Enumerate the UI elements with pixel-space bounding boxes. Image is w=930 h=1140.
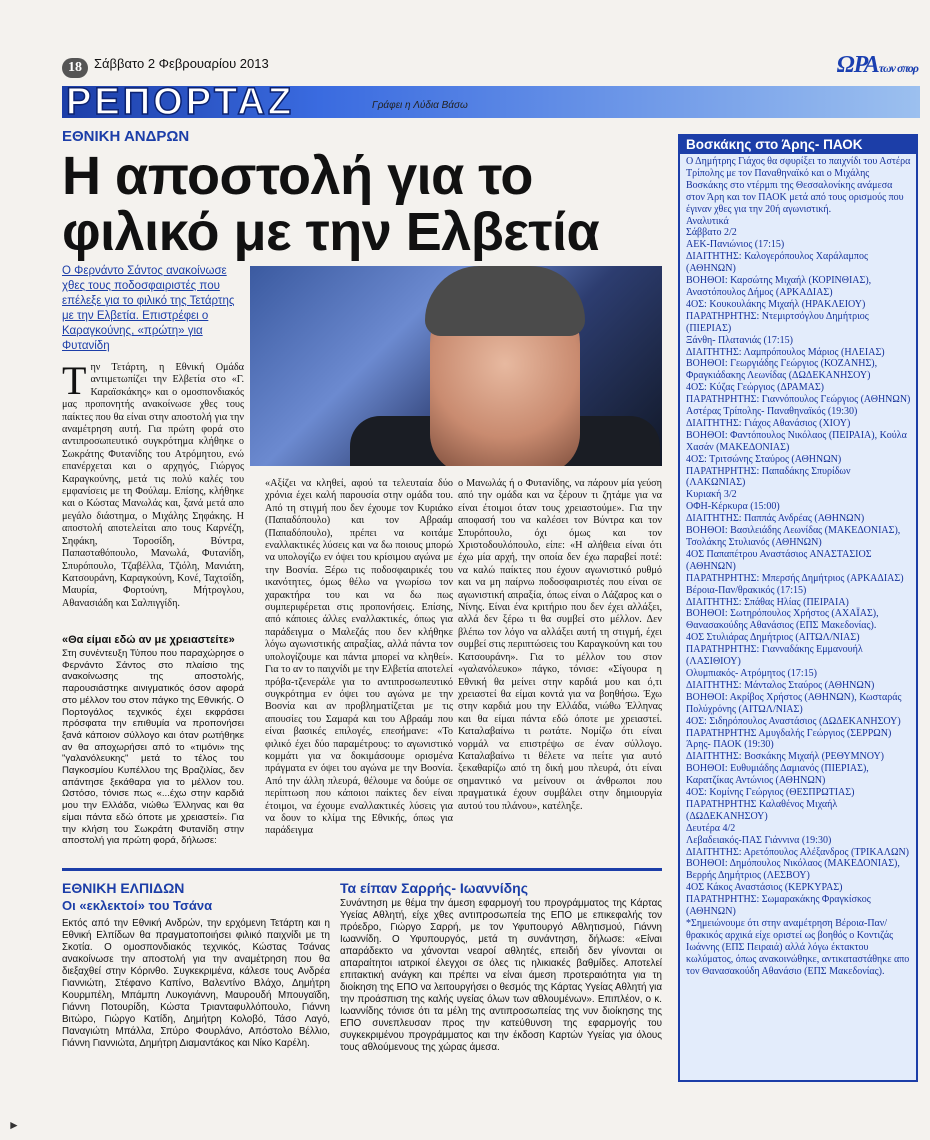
article-column-1 [62,358,244,610]
sidebar-line: ΒΟΗΘΟΙ: Βασιλειάδης Λεωνίδας (ΜΑΚΕΔΟΝΙΑΣ), Τσολάκης Στυλιανός (ΑΘΗΝΩΝ) [686,525,901,548]
sidebar-intro: Ο Δημήτρης Γιάχος θα σφυρίξει το παιχνίδι του Αστέρα Τρίπολης με τον Παναθηναϊκό και ο Μιχάλης Βοσκάκης στο ντέρμπι της Θεσσαλονίκης ανάμεσα στον Άρη και τον ΠΑΟΚ μετά από τους ορισμούς που έγιναν χθες για την 20ή αγωνιστική. [686,156,911,215]
sidebar-line: Άρης- ΠΑΟΚ (19:30) [686,739,774,751]
sidebar-line: ΒΟΗΘΟΙ: Ευθυμιάδης Δαμιανός (ΠΙΕΡΙΑΣ), Καρατζίκας Αντώνιος (ΑΘΗΝΩΝ) [686,763,869,787]
sidebar-line: 4ΟΣ Παπαπέτρου Αναστάσιος ΑΝΑΣΤΑΣΙΟΣ (ΑΘΗΝΩΝ) [686,548,872,572]
sidebar-line: ΔΙΑΙΤΗΤΗΣ: Λαμπρόπουλος Μάριος (ΗΛΕΙΑΣ) [686,346,885,358]
article-column-1b: Στη συνέντευξη Τύπου που παραχώρησε ο Φερνάντο Σάντος στο πλαίσιο της ανακοίνωσης της αποστολής, παρουσιάστηκε αινιγματικός όσον αφορά στο μέλλον του στον πάγκο της Εθνικής. Ο Πορτογάλος τεχνικός έχει εκφράσει πρόσφατα την επιθυμία να προπονήσει ξανά κάποιον σύλλογο και όταν ρωτήθηκε αν θα αποχωρήσει από το «τιμόνι» της "γαλανόλευκης" μετά το τέλος του Παγκοσμίου Κυπέλλου της Βραζιλίας, δεν απάντησε ξεκάθαρα για το μέλλον του. Ωστόσο, τόνισε πως «...έχω στην καρδιά μου την Ελλάδα, νιώθω Έλληνας και θα είμαι πάντα εδώ όποτε με χρειαστεί». Για την κλήση του Σωκράτη Φυτανίδη στην αποστολή για πρώτη φορά, δήλωσε: [62,648,244,847]
elpidon-body: Εκτός από την Εθνική Ανδρών, την ερχόμενη Τετάρτη και η Εθνική Ελπίδων θα πραγματοποιήσει φιλικό παιχνίδι με τη Σκοτία. Ο ομοσπονδιακός τεχνικός, Κώστας Τσάνας ανακοίνωσε την αποστολή για την αναμέτρηση που θα διεξαχθεί στην Κόρινθο. Συγκεκριμένα, κάλεσε τους Ανδρέα Γιαννιώτη, Στέφανο Καπίνο, Βαλεντίνο Βλάχο, Δημήτρη Κουρμπέλη, Μπάμπη Λυκογιάννη, Μαυρουδή Μπουγαϊδη, Γιάννη Ποτουρίδη, Κώστα Τριανταφυλλόπουλο, Γιάννη Βιτώρο, Γιώργο Κατίδη, Δημήτρη Κολοβό, Τάσο Λαγό, Παναγιώτη Μπάλλα, Σπύρο Φουρλάνο, Απόστολο Βέλλιο, Γιάννη Γιαννιώτα, Δημήτρη Διαμαντάκος και Νίκο Καρέλη. [62,918,330,1049]
sidebar-line: ΒΟΗΘΟΙ: Καρσώτης Μιχαήλ (ΚΟΡΙΝΘΙΑΣ), Αναστόπουλος Δήμος (ΑΡΚΑΔΙΑΣ) [686,275,872,298]
sidebar-line: ΒΟΗΘΟΙ: Ακρίβος Χρήστος (ΑΘΗΝΩΝ), Κωσταράς Πολύχρόνης (ΑΙΤΩΛ/ΝΙΑΣ) [686,691,902,715]
sidebar-line: Ξάνθη- Πλατανιάς (17:15) [686,334,793,346]
sidebar-line: ΔΙΑΙΤΗΤΗΣ: Βοσκάκης Μιχαήλ (ΡΕΘΥΜΝΟΥ) [686,751,885,763]
article-lead [62,264,242,354]
sidebar-line: 4ΟΣ: Τριτσώνης Σταύρος (ΑΘΗΝΩΝ) [686,453,842,465]
section-title: ΡΕΠΟΡΤΑΖ [66,81,295,123]
sidebar-line: ΑΕΚ-Πανιώνιος (17:15) [686,239,785,251]
sidebar-body [686,156,912,978]
sidebar-line: ΠΑΡΑΤΗΡΗΤΗΣ: Γιανναδάκης Εμμανουήλ (ΛΑΣΙΘΙΟΥ) [686,644,863,668]
sarris-body: Συνάντηση με θέμα την άμεση εφαρμογή του προγράμματος της Κάρτας Υγείας Αθλητή, είχε χθες αντιπροσωπεία της ΕΠΟ με επικεφαλής τον πρόεδρο, Γιώργο Σαρρή, με τον Υφυπουργό Αθλητισμού, Γιάννη Ιωαννίδη. Ο Υφυπουργός, μετά τη συνάντηση, δήλωσε: «Είναι απαράδεκτο να χάνονται νεαροί αθλητές, επειδή δεν γίνονται οι απαραίτητοι ιατρικοί έλεγχοι σε όλες τις ηλικιακές βαθμίδες. Αποτελεί επιτακτική ανάγκη και πρέπει να είναι άμεση προτεραιότητα για τη διοίκηση της ΕΠΟ να λειτουργήσει ο θεσμός της Κάρτας Υγείας Αθλητή για την προάσπιση της καλής υγείας όλων των αθλουμένων». Επιπλέον, ο κ. Ιωαννίδης τόνισε ότι τα μέλη της αντιπροσωπείας της νυν διοίκησης της ΕΠΟ συνεπλευσαν προς την κατεύθυνση της εφαρμογής του συγκεκριμένου προγράμματος και την έκδοση Καρτών Υγείας για όλους τους αθλούμενους της χώρας άμεσα. [340,898,662,1053]
photo-hair [425,266,585,336]
sidebar-line: ΠΑΡΑΤΗΡΗΤΗΣ: Γιαννόπουλος Γεώργιος (ΑΘΗΝΩΝ) [686,394,911,406]
sidebar-line: ΟΦΗ-Κέρκυρα (15:00) [686,501,780,513]
sidebar-line: ΔΙΑΙΤΗΤΗΣ: Παππάς Ανδρέας (ΑΘΗΝΩΝ) [686,513,865,525]
sarris-title: Τα είπαν Σαρρής- Ιωαννίδης [340,880,528,896]
sidebar-line: 4ΟΣ Κάκος Αναστάσιος (ΚΕΡΚΥΡΑΣ) [686,882,843,894]
dropcap: Τ [62,358,87,403]
sidebar-line: ΠΑΡΑΤΗΡΗΤΗΣ: Παπαδάκης Σπυρίδων (ΛΑΚΩΝΙΑΣ) [686,465,851,489]
sidebar-line: ΔΙΑΙΤΗΤΗΣ: Καλογερόπουλος Χαράλαμπος (ΑΘΗΝΩΝ) [686,251,868,275]
sidebar-line: Κυριακή 3/2 [686,489,737,501]
corner-arrow-icon: ► [8,1118,20,1132]
sidebar-line: ΔΙΑΙΤΗΤΗΣ: Γιάχος Αθανάσιος (ΧΙΟΥ) [686,417,851,429]
sidebar-line: Αστέρας Τρίπολης- Παναθηναϊκός (19:30) [686,406,858,418]
article-subhead: «Θα είμαι εδώ αν με χρειαστείτε» [62,634,235,646]
sidebar-line: ΠΑΡΑΤΗΡΗΤΗΣ: Σωμαρακάκης Φραγκίσκος (ΑΘΗΝΩΝ) [686,894,871,918]
logo-subtitle: των σπορ [878,61,918,75]
sidebar-line: 4ΟΣ: Σιδηρόπουλος Αναστάσιος (ΔΩΔΕΚΑΝΗΣΟΥ) [686,715,901,727]
sidebar-note: *Σημειώνουμε ότι στην αναμέτρηση Βέροια-Παν/θρακικός αρχικά είχε οριστεί ως βοηθός ο Κοντιζάς Ιωάννης (ΕΠΣ Πειραιά) αλλά λόγω έκτακτου κωλύματος, όπως ανακοινώθηκε, αντικαταστάθηκε απο τον Θανασακούδη Αθανάσιο (ΕΠΣ Μακεδονίας). [686,918,910,977]
newspaper-logo[interactable] [837,52,918,79]
sidebar-line: Λεβαδειακός-ΠΑΣ Γιάννινα (19:30) [686,834,832,846]
sidebar-line: Σάββατο 2/2 [686,227,737,239]
article-column-2: «Αξίζει να κληθεί, αφού τα τελευταία δύο χρόνια έχει καλή παρουσία στην ομάδα του. Από τη στιγμή που δεν έχουμε τον Κυριάκο (Παπαδόπουλο) και τον Αβραάμ (Παπαδόπουλο), πρέπει να κοιτάμε εναλλακτικές λύσεις και να δω ποιους μπορώ να υπολογίζω εν όψει του κρίσιμου αγώνα με την Βοσνία. Ξέρω τις ποδοσφαιρικές του ικανότητες, όμως θέλω να γνωρίσω τον χαρακτήρα του και να δω πως συμπεριφέρεται στις προπονήσεις. Επίσης, από κάποιες άλλες εναλλακτικές, όπως για παράδειγμα ο Μαλεζάς που δεν κλήθηκε λόγω αγωνιστικής απραξίας, αλλά πάντα τον υπολογίζουμε και πάντα μπορεί να κληθεί». Για το αν το παιχνίδι με την Ελβετία αποτελεί πρόβα-τζενεράλε για το αντιπροσωπευτικό συγκρότημα εν όψει του αγώνα με την Βοσνία και αν προβληματίζεται με τις απουσίες του Σαμαρά και του Αβραάμ που είναι βασικές επιλογές, επεσήμανε: «Το φιλικό έχει δύο παραμέτρους: το αγωνιστικό κομμάτι για να δοκιμάσουμε ορισμένα πράγματα εν όψει του αγώνα με την Βοσνία. Από την άλλη πλευρά, θέλουμε να δούμε σε περίπτωση που κάποιοι παίκτες δεν είναι έτοιμοι, να έχουμε εναλλακτικές λύσεις για να δουν το κλίμα της Εθνικής, όπως για παράδειγμα [265,478,453,837]
issue-date: Σάββατο 2 Φεβρουαρίου 2013 [94,56,269,71]
column-1-text: ην Τετάρτη, η Εθνική Ομάδα αντιμετωπίζει την Ελβετία στο «Γ. Καραϊσκάκης» και ο ομοσπονδιακός μας προπονητής ανακοίνωσε χθες τους παίκτες που θα είναι στην αποστολή για την αναμέτρηση αυτή. Για πρώτη φορά στο αντιπροσωπευτικό συγκρότημα κλήθηκε ο Σωκράτης Φυτανίδης του Ατρόμητου, ενώ επανέρχεται και ο αρχηγός, Γιώργος Καραγκούνης, μετά τις πολύ καλές του εμφανίσεις με τη Φούλαμ. Επίσης, κλήθηκε και ο Κώστας Μανωλάς και, ξανά μετά απο μεγάλο διάστημα, ο Μιχάλης Σηφάκης. Η αποστολή αποτελείται απο τους Καρνέζη, Σηφάκη, Τοροσίδη, Βύντρα, Παπασταθόπουλο, Μανωλά, Φυτανίδη, Σπυρόπουλο, Τζαβέλλα, Τζιόλη, Μανιάτη, Κατσουράνη, Καραγκούνη, Κονέ, Ταχτσίδη, Μαυρία, Φορτούνη, Μήτρογλου, Αθανασιάδη και Σαλπιγγίδη. [62,362,244,609]
sidebar-lines [686,216,912,918]
sidebar-line: Δευτέρα 4/2 [686,822,736,834]
lead-text: Ο Φερνάντο Σάντος ανακοίνωσε χθες τους ποδοσφαιριστές που επέλεξε για το φιλικό της Τετάρτης με την Ελβετία. Επιστρέφει ο Καραγκούνης, «πρώτη» για Φυτανίδη [62,265,235,352]
sidebar-line: 4ΟΣ: Κουκουλάκης Μιχαήλ (ΗΡΑΚΛΕΙΟΥ) [686,298,866,310]
sidebar-line: ΔΙΑΙΤΗΤΗΣ: Αρετόπουλος Αλέξανδρος (ΤΡΙΚΑΛΩΝ) [686,846,909,858]
sidebar-line: 4ΟΣ: Κύζας Γεώργιος (ΔΡΑΜΑΣ) [686,382,824,394]
sidebar-line: Αναλυτικά [686,215,729,227]
logo-text: ΩΡΑ [836,52,879,78]
sidebar-line: Ολυμπιακός- Ατρόμητος (17:15) [686,667,817,679]
section-divider [62,868,662,871]
page-number: 18 [62,58,88,78]
article-kicker: ΕΘΝΙΚΗ ΑΝΔΡΩΝ [62,128,190,145]
sidebar-line: ΠΑΡΑΤΗΡΗΤΗΣ Αμυγδαλής Γεώργιος (ΣΕΡΡΩΝ) [686,727,892,739]
byline: Γράφει η Λύδια Βάσω [372,100,468,111]
sidebar-line: ΠΑΡΑΤΗΡΗΤΗΣ: Μπερσής Δημήτριος (ΑΡΚΑΔΙΑΣ) [686,572,904,584]
coach-photo [250,266,662,466]
sidebar-line: Βέροια-Παν/θρακικός (17:15) [686,584,807,596]
sidebar-line: ΠΑΡΑΤΗΡΗΤΗΣ: Ντεμιρτσόγλου Δημήτριος (ΠΙΕΡΙΑΣ) [686,310,869,334]
elpidon-title: Οι «εκλεκτοί» του Τσάνα [62,898,213,913]
sidebar-title: Βοσκάκης στο Άρης- ΠΑΟΚ [680,136,916,154]
sidebar-line: ΠΑΡΑΤΗΡΗΤΗΣ Καλαθένος Μιχαήλ (ΔΩΔΕΚΑΝΗΣΟΥ) [686,798,838,822]
sidebar-line: ΒΟΗΘΟΙ: Φαντόπουλος Νικόλαος (ΠΕΙΡΑΙΑ), Κούλα Χασάν (ΜΑΚΕΔΟΝΙΑΣ) [686,429,907,453]
sidebar-line: ΒΟΗΘΟΙ: Γεωργιάδης Γεώργιος (ΚΟΖΑΝΗΣ), Φραγκιάδακης Λεωνίδας (ΔΩΔΕΚΑΝΗΣΟΥ) [686,358,878,382]
sidebar-line: ΔΙΑΙΤΗΤΗΣ: Σπάθας Ηλίας (ΠΕΙΡΑΙΑ) [686,596,849,608]
article-headline: Η αποστολή για το φιλικό με την Ελβετία [62,146,600,262]
article-column-3: ο Μανωλάς ή ο Φυτανίδης, να πάρουν μία γεύση από την ομάδα και να ξέρουν τι ζητάμε για να είναι έτοιμοι όταν τους χρειαστούμε». Για την αποφασή του να καλέσει τον Βύντρα και τον Σπυρόπουλο, όχι όμως και τον Χριστοδουλόπουλο, είπε: «Η αλήθεια είναι ότι έχω μία αρχή, την οποία δεν έχω παραβεί ποτέ: να καλώ παίκτες που έχουν αγωνιστικό ρυθμό και να μη παίρνω ποδοσφαιριστές που είναι σε αγωνιστική απραξία, όπως είναι ο Λάζαρος και ο Νίνης. Είναι ένα κριτήριο που δεν έχει αλλάξει, αλλά δεν ξέρω τι θα συμβεί στο μέλλον. Δεν βλέπω τον λόγο να αλλάξει αυτή τη στιγμή, έχει συμβεί στις περιπτώσεις του Καραγκούνη και του Κατσουράνη». Για το μέλλον του στον «γαλανόλευκο» πάγκο, τόνισε: «Σίγουρα η Εθνική θα μείνει στην καρδιά μου και ό,τι χρειαστεί θα είμαι κοντά για να βοηθήσω. Έχω στην καρδιά μου την Ελλάδα, νιώθω Έλληνας και θα είμαι πάντα εδώ όποτε με χρειαστεί. Καταλαβαίνω τι ρωτάτε. Νομίζω ότι είναι νορμάλ να επιστρέψω σε έναν σύλλογο. Καταλαβαίνω τι θέλετε να πείτε για αυτό ξεκαθαρίζω από τη δική μου πλευρά, ότι είναι σημαντικό να μείνουν οι άνθρωποι που πραγματικά έχουν συμβάλει στην δημιουργία αυτού του πλάνου», κατέληξε. [458,478,662,812]
elpidon-kicker: ΕΘΝΙΚΗ ΕΛΠΙΔΩΝ [62,880,185,896]
sidebar-line: 4ΟΣ: Κομίνης Γεώργιος (ΘΕΣΠΡΩΤΙΑΣ) [686,787,855,799]
sidebar-line: ΔΙΑΙΤΗΤΗΣ: Μάνταλος Σταύρος (ΑΘΗΝΩΝ) [686,679,875,691]
sidebar-line: 4ΟΣ Στυλιάρας Δημήτριος (ΑΙΤΩΛ/ΝΙΑΣ) [686,632,860,644]
sidebar-line: ΒΟΗΘΟΙ: Σωτηρόπουλος Χρήστος (ΑΧΑΪΑΣ), Θανασακούδης Αθανάσιος (ΕΠΣ Μακεδονίας). [686,608,879,632]
sidebar-line: ΒΟΗΘΟΙ: Δημόπουλος Νικόλαος (ΜΑΚΕΔΟΝΙΑΣ), Βερρής Δημήτριος (ΛΕΣΒΟΥ) [686,858,900,882]
